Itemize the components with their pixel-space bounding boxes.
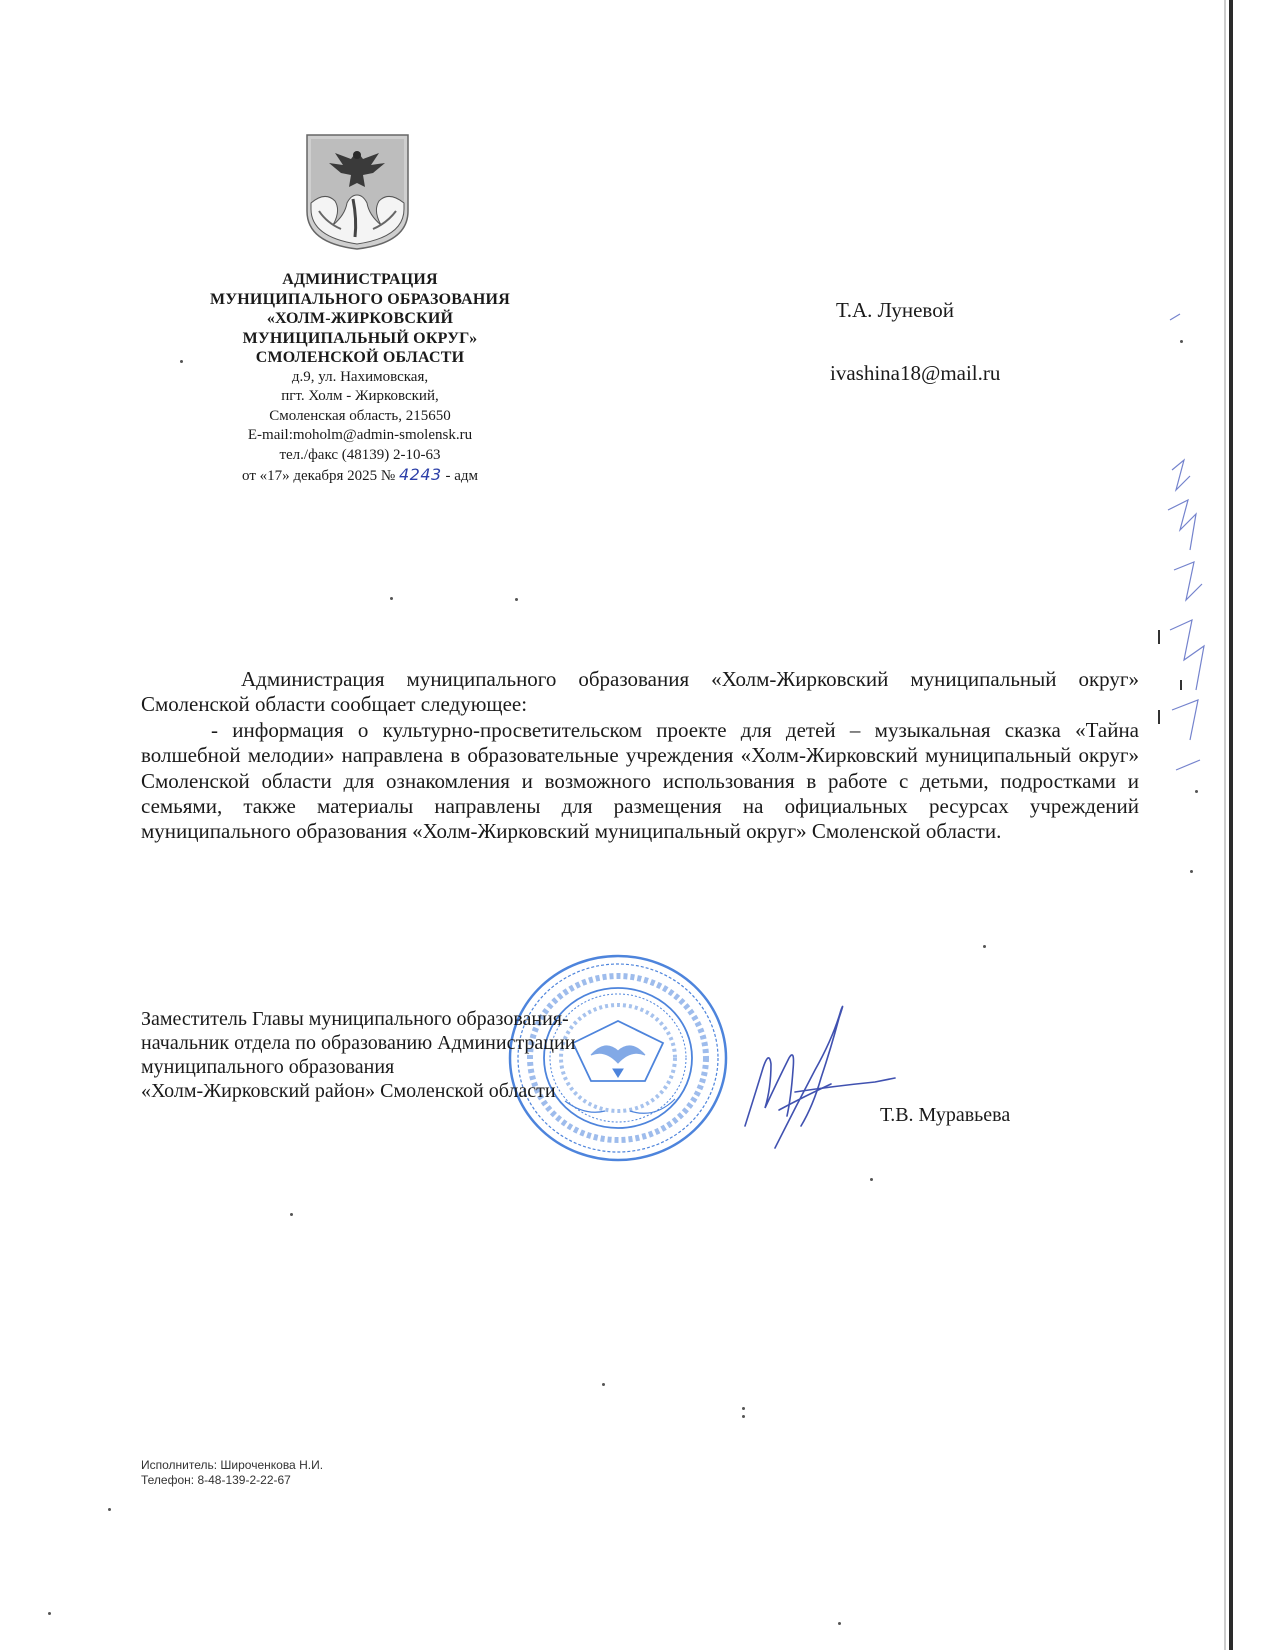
signatory-title-line: муниципального образования xyxy=(141,1056,395,1078)
reference-line xyxy=(150,465,570,487)
scan-dust xyxy=(515,598,518,601)
recipient-email: ivashina18@mail.ru xyxy=(830,361,1001,385)
reference-suffix: - адм xyxy=(445,468,478,484)
address-line: Смоленская область, 215650 xyxy=(269,407,451,424)
signatory-title-line: Заместитель Главы муниципального образования- xyxy=(141,1008,569,1030)
scan-dust xyxy=(602,1383,605,1386)
org-line: АДМИНИСТРАЦИЯ xyxy=(282,271,438,288)
scan-dust xyxy=(742,1415,745,1418)
org-line: МУНИЦИПАЛЬНОГО ОБРАЗОВАНИЯ xyxy=(210,290,510,308)
scan-dust xyxy=(1195,790,1198,793)
scan-dust xyxy=(48,1612,51,1615)
reference-date: от «17» декабря 2025 № xyxy=(242,468,396,484)
scan-dust xyxy=(290,1213,293,1216)
handwritten-signature-icon xyxy=(735,998,900,1150)
address-line: д.9, ул. Нахимовская, xyxy=(291,368,429,385)
signatory-title xyxy=(141,1007,741,1103)
sender-email: E-mail:moholm@admin-smolensk.ru xyxy=(247,427,473,443)
org-line: СМОЛЕНСКОЙ ОБЛАСТИ xyxy=(255,349,465,366)
signatory-title-line: «Холм-Жирковский район» Смоленской области xyxy=(141,1080,556,1102)
body-paragraph: Администрация муниципального образования «Холм-Жирковский муниципальный округ» Смоленской области сообщает следующее: xyxy=(141,667,1139,717)
scan-dust xyxy=(870,1178,873,1181)
org-line: МУНИЦИПАЛЬНЫЙ ОКРУГ» xyxy=(242,329,478,347)
sender-header xyxy=(150,270,570,487)
signatory-name: Т.В. Муравьева xyxy=(880,1104,1011,1126)
sender-phone: тел./факс (48139) 2-10-63 xyxy=(279,446,441,463)
margin-scribbles-icon xyxy=(1150,300,1230,860)
executor-phone: Телефон: 8-48-139-2-22-67 xyxy=(141,1473,291,1487)
org-line: «ХОЛМ-ЖИРКОВСКИЙ xyxy=(266,310,454,327)
scan-dust xyxy=(390,597,393,600)
coat-of-arms-icon xyxy=(305,133,410,251)
executor-name: Исполнитель: Широченкова Н.И. xyxy=(141,1458,324,1472)
scan-dust xyxy=(742,1407,745,1410)
body-paragraph: - информация о культурно-просветительском проекте для детей – музыкальная сказка «Тайна волшебной мелодии» направлена в образовательные учреждения «Холм-Жирковский муниципальный округ» Смоленской области для ознакомления и возможного использования в работе с детьми, подростками и семьями, также материалы направлены для размещения на официальных ресурсах учреждений муниципального образования «Холм-Жирковский муниципальный округ» Смоленской области. xyxy=(141,717,1139,844)
executor-info xyxy=(141,1458,323,1488)
reference-number: 4243 xyxy=(398,465,442,484)
scan-dust xyxy=(180,360,183,363)
letter-body xyxy=(141,667,1139,845)
signatory-title-line: начальник отдела по образованию Администрации xyxy=(141,1032,576,1054)
scan-dust xyxy=(983,945,986,948)
scan-dust xyxy=(838,1622,841,1625)
scan-dust xyxy=(108,1508,111,1511)
scan-dust xyxy=(1190,870,1193,873)
recipient-name: Т.А. Луневой xyxy=(836,298,954,322)
scan-dust xyxy=(1180,340,1183,343)
address-line: пгт. Холм - Жирковский, xyxy=(281,388,439,404)
